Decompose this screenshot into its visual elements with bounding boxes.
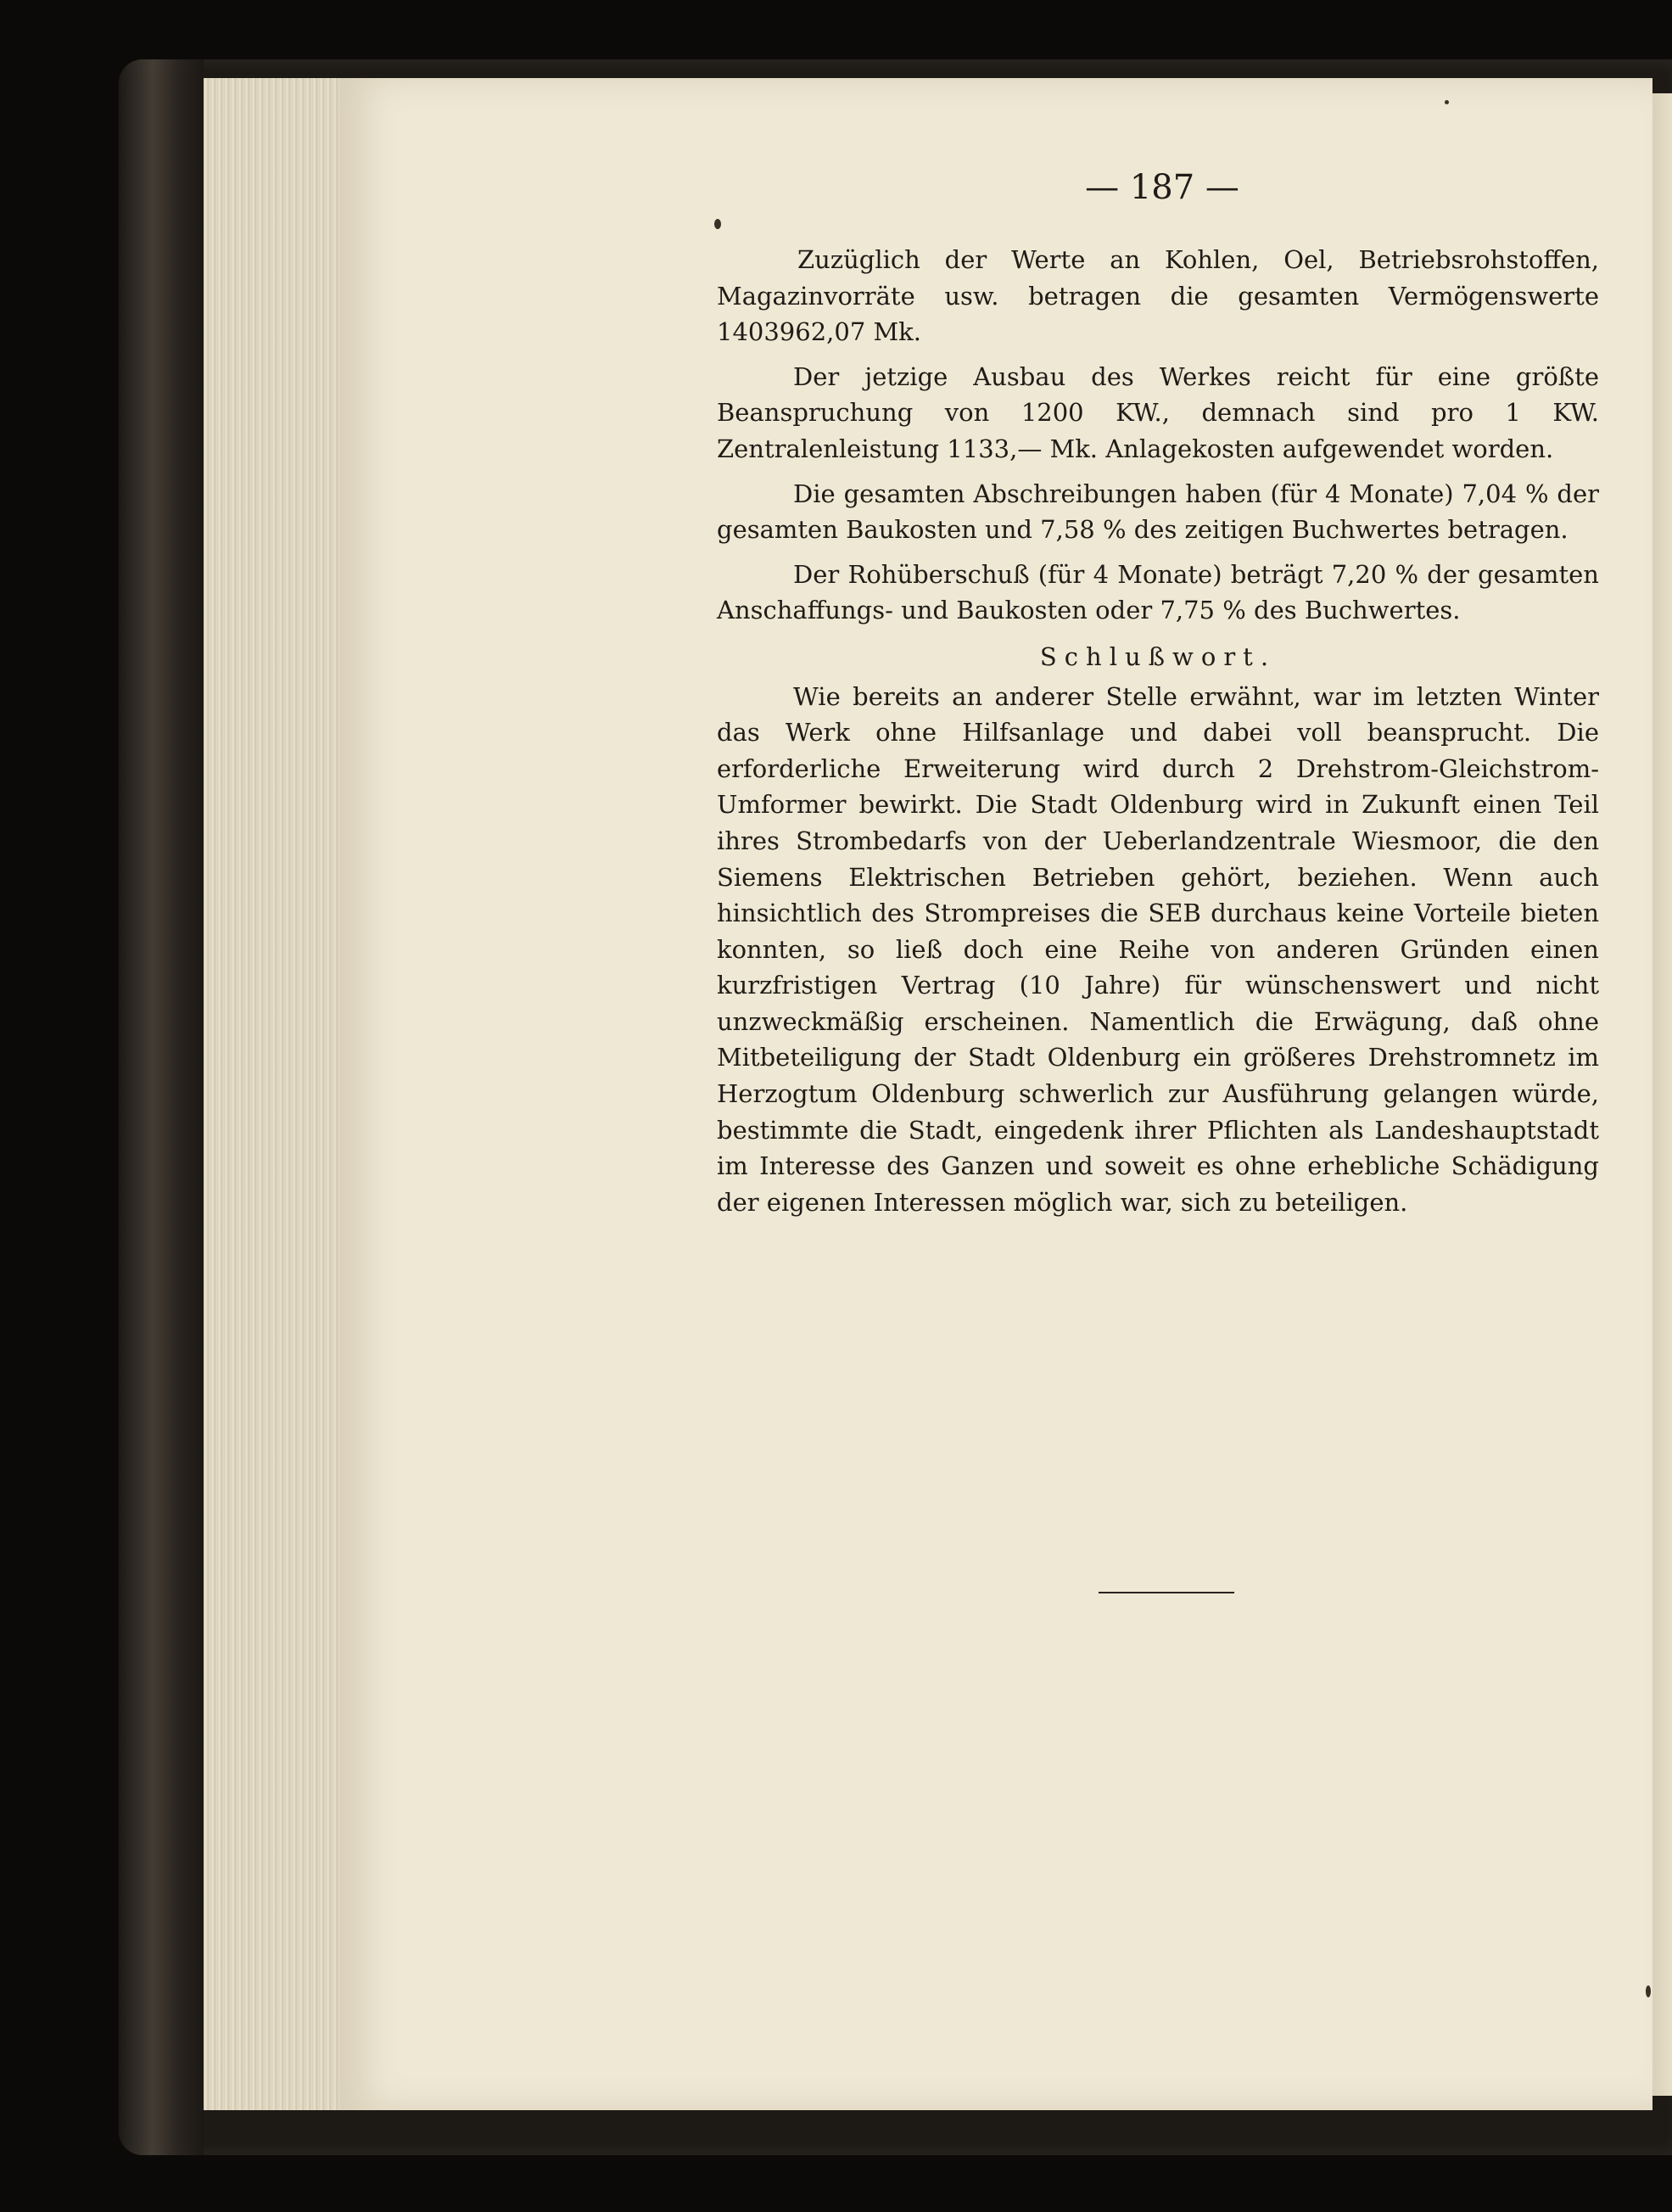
facing-page-edge (1652, 93, 1672, 2096)
page-number: — 187 — (1085, 168, 1239, 207)
paragraph-2: Der jetzige Ausbau des Werkes reicht für eine größte Beanspruchung von 1200 KW., demnach sind pro 1 KW. Zentralenleistung 1133,— Mk. Anlagekosten aufgewendet worden. (717, 361, 1599, 463)
paragraph-1: Zuzüglich der Werte an Kohlen, Oel, Betriebsrohstoffen, Magazinvorräte usw. betragen die gesamten Vermögenswerte 1403962,07 Mk. (717, 245, 1599, 347)
paragraph-3: Die gesamten Abschreibungen haben (für 4 Monate) 7,04 % der gesamten Baukosten und 7,58 % des zeitigen Buchwertes betragen. (717, 479, 1599, 545)
book-spine-edge (119, 59, 204, 2155)
ink-speck (1445, 100, 1449, 104)
closing-rule (1099, 1592, 1234, 1593)
stacked-page-edges (204, 78, 348, 2110)
section-paragraph: Wie bereits an anderer Stelle erwähnt, war im letzten Winter das Werk ohne Hilfsanlage und dabei voll beansprucht. Die erforderliche Erweiterung wird durch 2 Drehstrom-Gleichstrom-Umformer bewirkt. Die Stadt Oldenburg wird in Zukunft einen Teil ihres Strombedarfs von der Ueberlandzentrale Wiesmoor, die den Siemens Elektrischen Betrieben gehört, beziehen. Wenn auch hinsichtlich des Strompreises die SEB durchaus keine Vorteile bieten konnten, so ließ doch eine Reihe von anderen Gründen einen kurzfristigen Vertrag (10 Jahre) für wünschenswert und nicht unzweckmäßig erscheinen. Namentlich die Erwägung, daß ohne Mitbeteiligung der Stadt Oldenburg ein größeres Drehstromnetz im Herzogtum Oldenburg schwerlich zur Ausführung gelangen würde, bestimmte die Stadt, eingedenk ihrer Pflichten als Landeshauptstadt im Interesse des Ganzen und soweit es ohne erhebliche Schädigung der eigenen Interessen möglich war, sich zu beteiligen. (717, 681, 1599, 1217)
paragraph-4: Der Rohüberschuß (für 4 Monate) beträgt 7,20 % der gesamten Anschaffungs- und Baukosten oder 7,75 % des Buchwertes. (717, 559, 1599, 625)
page-text-block (717, 165, 1599, 1220)
section-heading: Schlußwort. (1039, 641, 1277, 671)
ink-speck (1646, 1985, 1651, 1997)
